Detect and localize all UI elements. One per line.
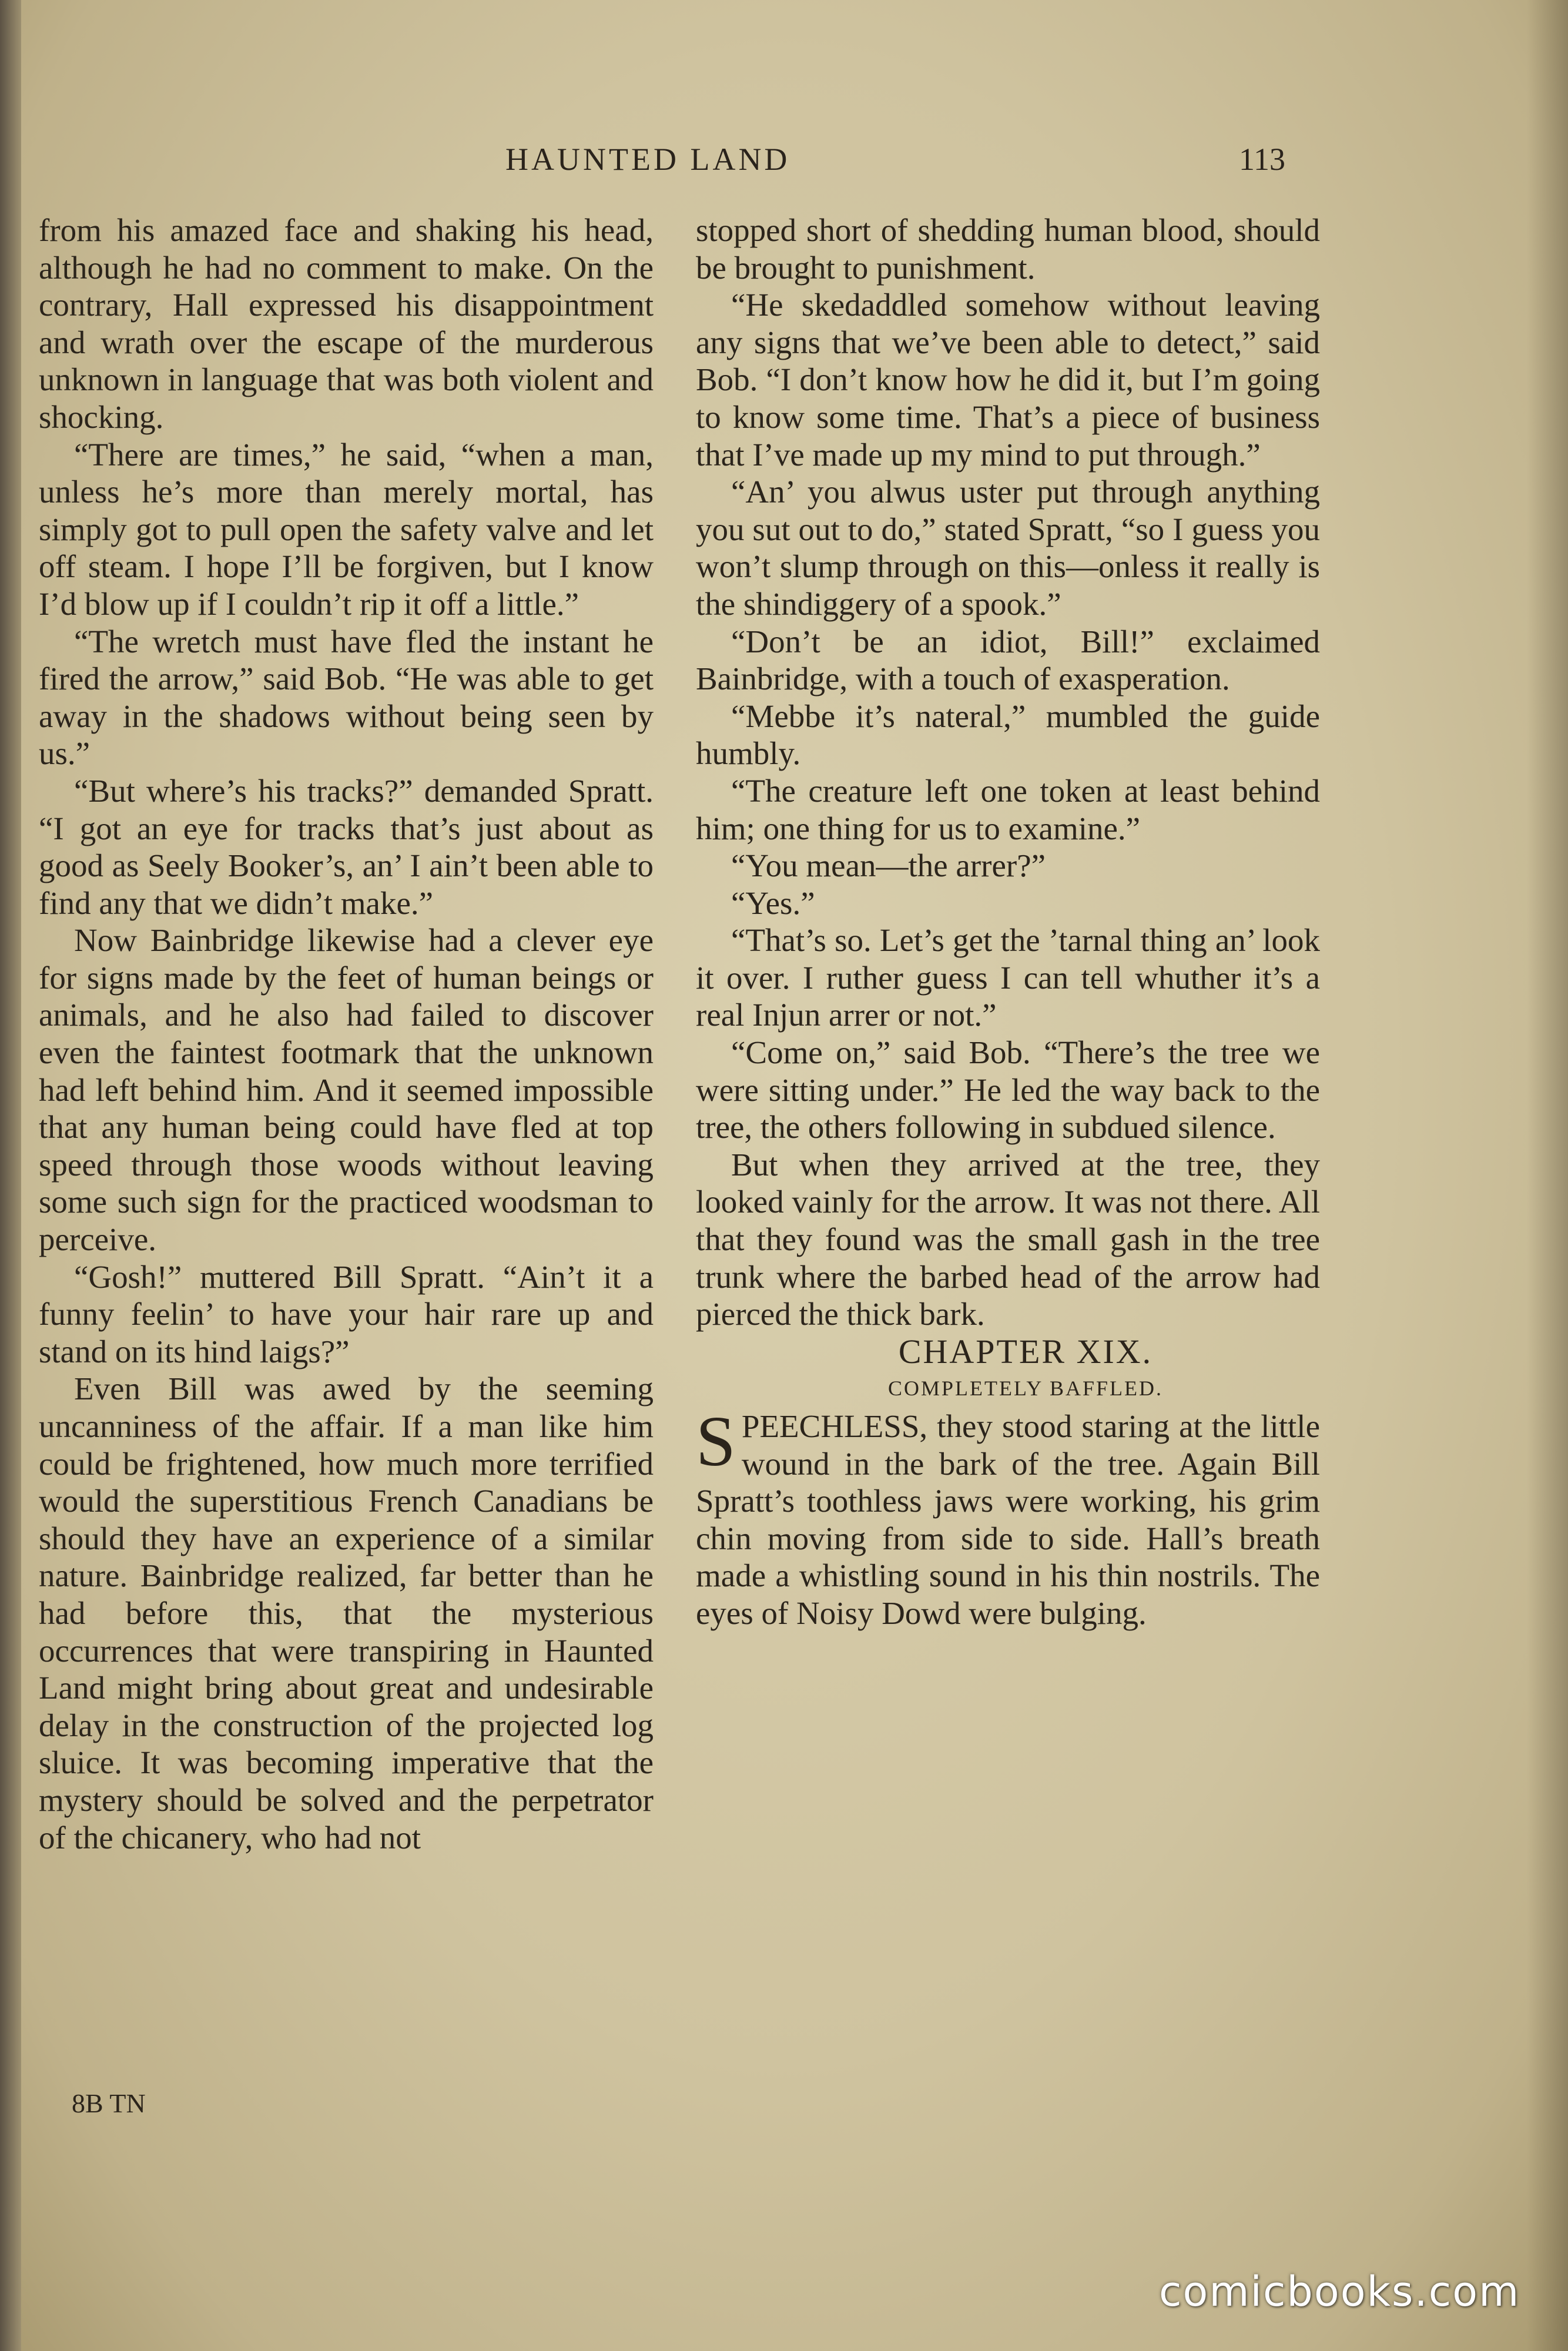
drop-cap: S <box>696 1402 736 1481</box>
chapter-title: CHAPTER XIX. <box>898 1332 1153 1371</box>
chapter-opening-paragraph <box>696 1402 1320 1632</box>
paragraph: “An’ you alwus uster put through anything you sut out to do,” stated Spratt, “so I guess you won’t slump through on this—onless it really is the shindiggery of a spook.” <box>696 474 1320 622</box>
paragraph: “Yes.” <box>731 885 815 921</box>
paragraph: “The creature left one token at least behind him; one thing for us to examine.” <box>696 772 1320 846</box>
paragraph: “Gosh!” muttered Bill Spratt. “Ain’t it a funny feelin’ to have your hair rare up and stand on its hind laigs?” <box>39 1258 654 1369</box>
paragraph: stopped short of shedding human blood, should be brought to punishment. <box>696 212 1320 286</box>
paragraph: “The wretch must have fled the instant he fired the arrow,” said Bob. “He was able to get away in the shadows without being seen by us.” <box>39 623 654 772</box>
binding-gutter <box>0 0 21 2351</box>
paragraph: “He skedaddled somehow without leaving any signs that we’ve been able to detect,” said Bob. “I don’t know how he did it, but I’m going to know some time. That’s a piece of business that I’ve made up my mind to put through.” <box>696 287 1320 473</box>
running-header <box>0 141 1568 188</box>
paragraph: Now Bainbridge likewise had a clever eye for signs made by the feet of human beings or animals, and he also had failed to discover even the faintest footmark that the unknown had left behind him. And it seemed impossible that any human being could have fled at top speed through those woods without leaving some such sign for the practiced woodsman to perceive. <box>39 922 654 1258</box>
paragraph: from his amazed face and shaking his head, although he had no comment to make. On the contrary, Hall expressed his disappointment and wrath over the escape of the murderous unknown in language that was both violent and shocking. <box>39 212 654 435</box>
paragraph: But when they arrived at the tree, they looked vainly for the arrow. It was not there. All that they found was the small gash in the tree trunk where the barbed head of the arrow had pierced the thick bark. <box>696 1146 1320 1332</box>
paragraph: “Don’t be an idiot, Bill!” exclaimed Bainbridge, with a touch of exasperation. <box>696 623 1320 697</box>
page-number: 113 <box>1239 142 1285 177</box>
running-title: HAUNTED LAND <box>505 142 790 177</box>
right-column <box>696 212 1320 1632</box>
chapter-subtitle: COMPLETELY BAFFLED. <box>887 1377 1164 1401</box>
page-edge-shadow <box>1527 0 1568 2351</box>
printer-signature: 8B TN <box>72 2088 146 2118</box>
paragraph: “You mean—the arrer?” <box>731 848 1046 884</box>
paragraph: “That’s so. Let’s get the ’tarnal thing an’ look it over. I ruther guess I can tell whuther it’s a real Injun arrer or not.” <box>696 922 1320 1033</box>
paragraph: “Come on,” said Bob. “There’s the tree we were sitting under.” He led the way back to the tree, the others following in subdued silence. <box>696 1034 1320 1146</box>
left-column <box>39 212 654 1856</box>
opening-text: PEECHLESS, they stood staring at the little wound in the bark of the tree. Again Bill Spratt’s toothless jaws were working, his grim chin moving from side to side. Hall’s breath made a whistling sound in his thin nostrils. The eyes of Noisy Dowd were bulging. <box>696 1408 1320 1631</box>
paragraph: “Mebbe it’s nateral,” mumbled the guide humbly. <box>696 698 1320 772</box>
watermark: comicbooks.com <box>1159 2268 1520 2316</box>
paragraph: Even Bill was awed by the seeming uncanniness of the affair. If a man like him could be frightened, how much more terrified would the superstitious French Canadians be should they have an experience of a similar nature. Bainbridge realized, far better than he had before this, that the mysterious occurrences that were transpiring in Haunted Land might bring about great and undesirable delay in the construction of the projected log sluice. It was becoming imperative that the mystery should be solved and the perpetrator of the chicanery, who had not <box>39 1371 654 1856</box>
paragraph: “There are times,” he said, “when a man, unless he’s more than merely mortal, has simply got to pull open the safety valve and let off steam. I hope I’ll be forgiven, but I know I’d blow up if I couldn’t rip it off a little.” <box>39 436 654 622</box>
paragraph: “But where’s his tracks?” demanded Spratt. “I got an eye for tracks that’s just about as good as Seely Booker’s, an’ I ain’t been able to find any that we didn’t make.” <box>39 772 654 921</box>
